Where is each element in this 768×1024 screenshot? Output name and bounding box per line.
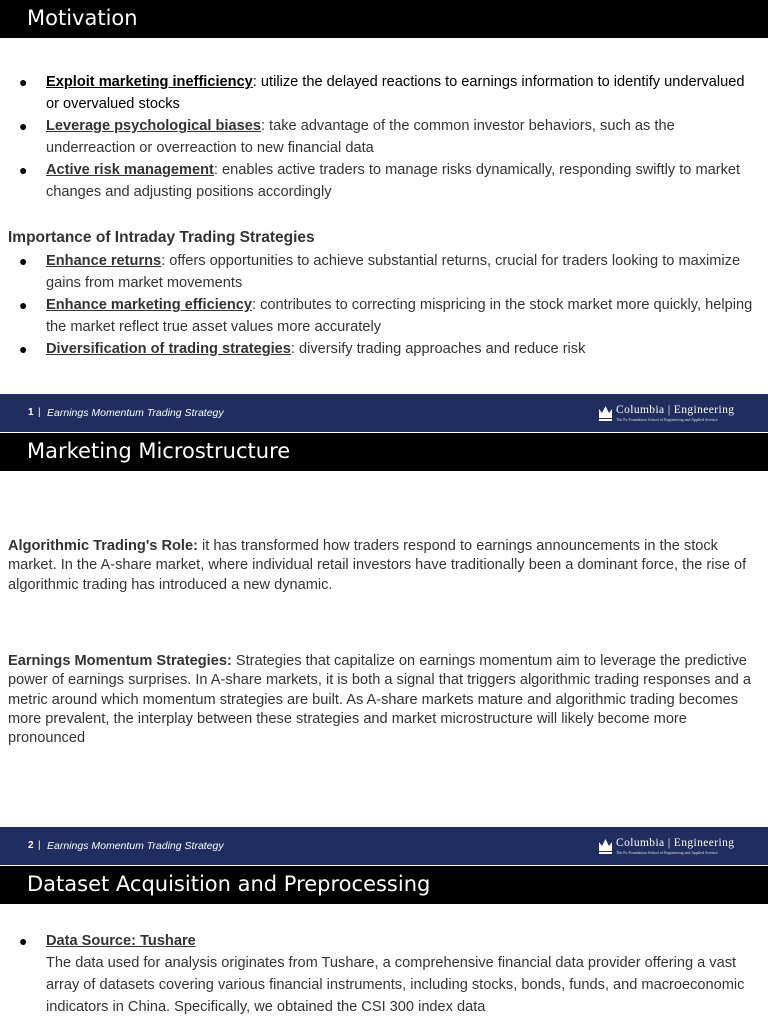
bullet-term: Leverage psychological biases xyxy=(46,118,261,134)
bullet-icon: ● xyxy=(19,253,28,269)
bullet-item xyxy=(0,930,768,1018)
slide1-title-bar xyxy=(0,0,768,38)
bullet-text: The data used for analysis originates from Tushare, a comprehensive financial data provider offering a vast array of datasets covering various financial instruments, including stocks, bonds, funds, and macroeconomic indicators in China. Specifically, we obtained the CSI 300 index data xyxy=(46,955,745,1015)
earnings-momentum-paragraph xyxy=(8,652,760,748)
bullet-term: Exploit marketing inefficiency xyxy=(46,74,253,90)
paragraph-text: it has transformed how traders respond to earnings announcements in the stock market. In the A-share market, where individual retail investors have traditionally been a dominant force, the rise of algorithmic trading has introduced a new dynamic. xyxy=(8,538,747,593)
logo-subtitle: The Fu Foundation School of Engineering and Applied Science xyxy=(616,417,718,422)
slide3-title: Dataset Acquisition and Preprocessing xyxy=(27,872,431,896)
bullet-item xyxy=(0,159,768,203)
bullet-term: Data Source: Tushare xyxy=(46,933,196,949)
algorithmic-trading-paragraph xyxy=(8,537,760,595)
logo-name: Columbia | Engineering xyxy=(616,837,735,849)
logo-subtitle: The Fu Foundation School of Engineering and Applied Science xyxy=(616,850,718,855)
dataset-bullet-list xyxy=(0,930,768,1018)
columbia-engineering-logo xyxy=(598,404,756,426)
bullet-term: Active risk management xyxy=(46,162,214,178)
crown-icon xyxy=(598,404,613,422)
slide-number: 1 xyxy=(28,407,34,418)
bullet-text: : diversify trading approaches and reduce risk xyxy=(290,341,586,357)
footer-separator: | xyxy=(38,840,41,851)
bullet-text: : utilize the delayed reactions to earnings information to identify undervalued or overvalued stocks xyxy=(46,74,745,112)
bullet-item xyxy=(0,294,768,338)
bullet-text: : enables active traders to manage risks dynamically, responding swiftly to market changes and adjusting positions accordingly xyxy=(46,162,741,200)
footer-caption: Earnings Momentum Trading Strategy xyxy=(47,840,224,852)
paragraph-text: Strategies that capitalize on earnings momentum aim to leverage the predictive power of earnings surprises. In A-share markets, it is both a signal that triggers algorithmic trading responses and a metric around which momentum strategies are built. As A-share markets mature and algorithmic trading becomes more prevalent, the interplay between these strategies and market microstructure will likely become more pronounced xyxy=(8,653,752,747)
bullet-icon: ● xyxy=(19,933,28,949)
slide1-footer xyxy=(0,394,768,432)
bullet-term: Diversification of trading strategies xyxy=(46,341,291,357)
slide2-footer xyxy=(0,827,768,865)
bullet-text: : take advantage of the common investor behaviors, such as the underreaction or overreaction to new financial data xyxy=(46,118,675,156)
slide2-title-bar xyxy=(0,433,768,471)
importance-bullet-list xyxy=(0,250,768,360)
bullet-term: Enhance returns xyxy=(46,253,162,269)
bullet-icon: ● xyxy=(19,118,28,134)
bullet-text: : offers opportunities to achieve substantial returns, crucial for traders looking to maximize gains from market movements xyxy=(46,253,741,291)
slide1-title: Motivation xyxy=(27,6,138,30)
bullet-item xyxy=(0,250,768,294)
motivation-bullet-list xyxy=(0,71,768,203)
intraday-subheading: Importance of Intraday Trading Strategies xyxy=(8,229,315,246)
bullet-icon: ● xyxy=(19,341,28,357)
slide2-title: Marketing Microstructure xyxy=(27,439,291,463)
bullet-text: : contributes to correcting mispricing in the stock market more quickly, helping the market reflect true asset values more accurately xyxy=(46,297,753,335)
slide3-title-bar xyxy=(0,866,768,904)
bullet-item xyxy=(0,338,768,360)
bullet-item xyxy=(0,71,768,115)
bullet-term: Enhance marketing efficiency xyxy=(46,297,253,313)
logo-name: Columbia | Engineering xyxy=(616,404,735,416)
columbia-engineering-logo xyxy=(598,837,756,859)
bullet-icon: ● xyxy=(19,297,28,313)
paragraph-lead: Earnings Momentum Strategies: xyxy=(8,653,232,669)
bullet-icon: ● xyxy=(19,74,28,90)
footer-caption: Earnings Momentum Trading Strategy xyxy=(47,407,224,419)
bullet-icon: ● xyxy=(19,162,28,178)
crown-icon xyxy=(598,837,613,855)
slide-number: 2 xyxy=(28,840,34,851)
bullet-item xyxy=(0,115,768,159)
footer-separator: | xyxy=(38,407,41,418)
paragraph-lead: Algorithmic Trading's Role: xyxy=(8,538,198,554)
